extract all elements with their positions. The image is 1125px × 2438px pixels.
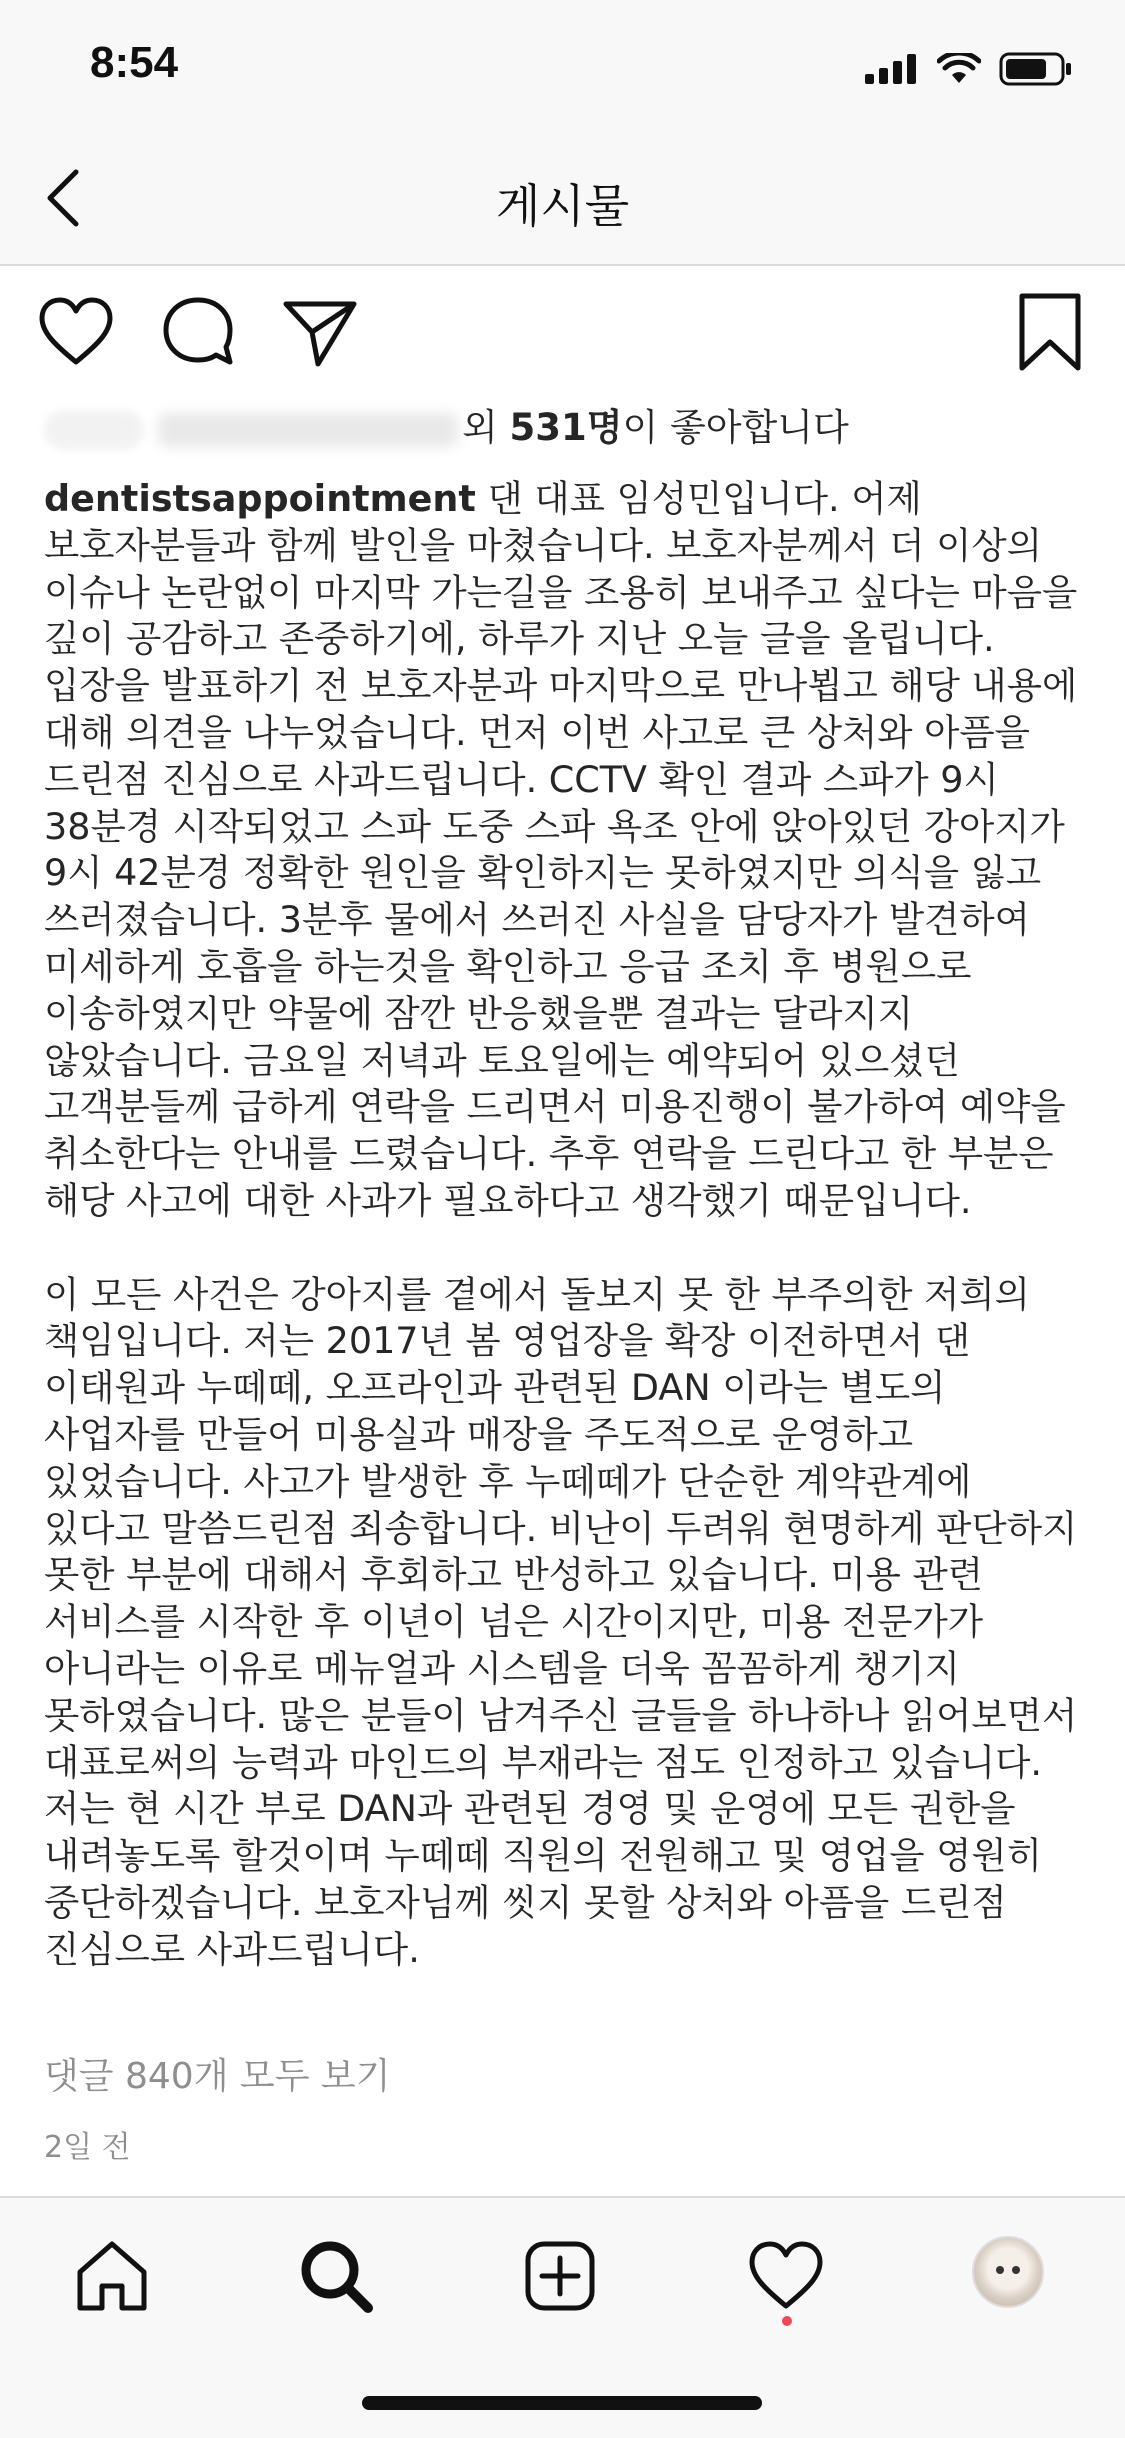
page-title: 게시물 — [495, 179, 630, 233]
blurred-liker-name — [158, 413, 458, 447]
tab-new-post[interactable] — [520, 2236, 600, 2316]
likes-summary[interactable] — [44, 398, 849, 458]
like-button[interactable] — [36, 292, 116, 372]
view-all-comments-link[interactable]: 댓글 840개 모두 보기 — [44, 2056, 391, 2097]
status-time: 8:54 — [90, 38, 179, 87]
tab-search[interactable] — [296, 2236, 376, 2316]
signal-icon — [865, 54, 919, 84]
activity-heart-icon — [746, 2236, 826, 2316]
post-timestamp: 2일 전 — [44, 2130, 131, 2165]
heart-icon — [36, 292, 116, 372]
likes-suffix: 이 좋아합니다 — [622, 406, 849, 449]
bookmark-icon — [1010, 292, 1090, 372]
tab-activity[interactable] — [746, 2236, 826, 2316]
likes-prefix: 외 — [462, 406, 498, 449]
nav-bar — [0, 132, 1125, 266]
status-bar — [0, 0, 1125, 132]
wifi-icon — [937, 53, 981, 85]
home-indicator — [362, 2396, 762, 2410]
search-icon — [296, 2236, 376, 2316]
likes-count: 531명 — [509, 406, 623, 449]
post-action-bar — [0, 266, 1125, 396]
add-post-icon — [520, 2236, 600, 2316]
profile-avatar — [972, 2236, 1044, 2308]
caption-username[interactable]: dentistsappointment — [44, 477, 476, 520]
liker-avatars — [44, 410, 144, 450]
comment-button[interactable] — [158, 292, 238, 372]
caption-text: 댄 대표 임성민입니다. 어제 보호자분들과 함께 발인을 마쳤습니다. 보호자분께서 더 이상의 이슈나 논란없이 마지막 가는길을 조용히 보내주고 싶다는 마음을 깊이 공감하고 존중하기에, 하루가 지난 오늘 글을 올립니다. 입장을 발표하기 전 보호자분과 마지막으로 만나뵙고 해당 내용에 대해 의견을 나누었습니다. 먼저 이번 사고로 큰 상처와 아픔을 드린점 진심으로 사과드립니다. CCTV 확인 결과 스파가 9시 38분경 시작되었고 스파 도중 스파 욕조 안에 앉아있던 강아지가 9시 42분경 정확한 원인을 확인하지는 못하였지만 의식을 잃고 쓰러졌습니다. 3분후 물에서 쓰러진 사실을 담당자가 발견하여 미세하게 호흡을 하는것을 확인하고 응급 조치 후 병원으로 이송하였지만 약물에 잠깐 반응했을뿐 결과는 달라지지 않았습니다. 금요일 저녁과 토요일에는 예약되어 있으셨던 고객분들께 급하게 연락을 드리면서 미용진행이 불가하여 예약을 취소한다는 안내를 드렸습니다. 추후 연락을 드린다고 한 부분은 해당 사고에 대한 사과가 필요하다고 생각했기 때문입니다. 이 모든 사건은 강아지를 곁에서 돌보지 못 한 부주의한 저희의 책임입니다. 저는 2017년 봄 영업장을 확장 이전하면서 댄 이태원과 누떼떼, 오프라인과 관련된 DAN 이라는 별도의 사업자를 만들어 미용실과 매장을 주도적으로 운영하고 있었습니다. 사고가 발생한 후 누떼떼가 단순한 계약관계에 있다고 말씀드린점 죄송합니다. 비난이 두려워 현명하게 판단하지 못한 부분에 대해서 후회하고 반성하고 있습니다. 미용 관련 서비스를 시작한 후 이년이 넘은 시간이지만, 미용 전문가가 아니라는 이유로 메뉴얼과 시스템을 더욱 꼼꼼하게 챙기지 못하였습니다. 많은 분들이 남겨주신 글들을 하나하나 읽어보면서 대표로써의 능력과 마인드의 부재라는 점도 인정하고 있습니다. 저는 현 시간 부로 DAN과 관련된 경영 및 운영에 모든 권한을 내려놓도록 할것이며 누떼떼 직원의 전원해고 및 영업을 영원히 중단하겠습니다. 보호자님께 씻지 못할 상처와 아픔을 드린점 진심으로 사과드립니다. — [44, 477, 1078, 1971]
post-caption — [44, 476, 1084, 1974]
share-button[interactable] — [280, 292, 360, 372]
paper-plane-icon — [280, 292, 360, 372]
tab-profile[interactable] — [972, 2236, 1052, 2316]
notification-dot — [782, 2316, 792, 2326]
save-button[interactable] — [1010, 292, 1090, 372]
battery-icon — [999, 52, 1073, 86]
comment-bubble-icon — [158, 292, 238, 372]
tab-home[interactable] — [72, 2236, 152, 2316]
status-icons — [865, 52, 1073, 86]
home-icon — [72, 2236, 152, 2316]
